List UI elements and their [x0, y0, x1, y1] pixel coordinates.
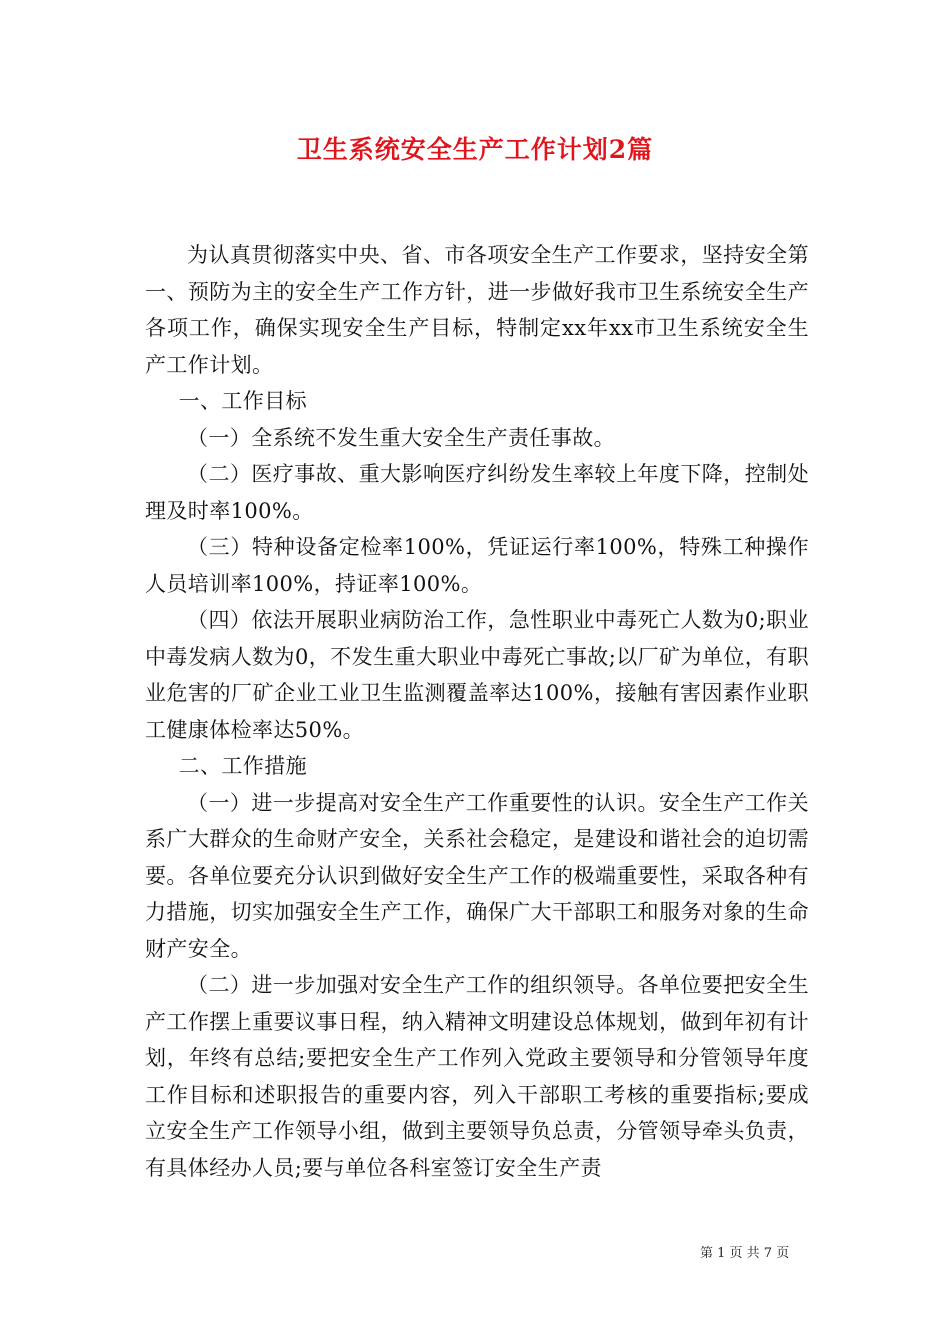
document-title: 卫生系统安全生产工作计划2篇 [296, 135, 654, 164]
goal-item-4: （四）依法开展职业病防治工作，急性职业中毒死亡人数为0;职业中毒发病人数为0，不发生重大职业中毒死亡事故;以厂矿为单位，有职业危害的厂矿企业工业卫生监测覆盖率达100%，接触有害因素作业职工健康体检率达50%。 [145, 608, 809, 742]
section-heading-goals: 一、工作目标 [178, 389, 307, 413]
page-number: 第 1 页 共 7 页 [700, 1246, 790, 1261]
document-body [145, 237, 809, 1186]
goal-item-2: （二）医疗事故、重大影响医疗纠纷发生率较上年度下降，控制处理及时率100%。 [145, 462, 809, 523]
goal-item-1: （一）全系统不发生重大安全生产责任事故。 [187, 425, 615, 450]
measure-item-1: （一）进一步提高对安全生产工作重要性的认识。安全生产工作关系广大群众的生命财产安全，关系社会稳定，是建设和谐社会的迫切需要。各单位要充分认识到做好安全生产工作的极端重要性，采取各种有力措施，切实加强安全生产工作，确保广大干部职工和服务对象的生命财产安全。 [145, 790, 809, 961]
measure-item-2: （二）进一步加强对安全生产工作的组织领导。各单位要把安全生产工作摆上重要议事日程，纳入精神文明建设总体规划，做到年初有计划，年终有总结;要把安全生产工作列入党政主要领导和分管领导年度工作目标和述职报告的重要内容，列入干部职工考核的重要指标;要成立安全生产工作领导小组，做到主要领导负总责，分管领导牵头负责，有具体经办人员;要与单位各科室签订安全生产责 [145, 973, 809, 1180]
goal-item-3: （三）特种设备定检率100%，凭证运行率100%，特殊工种操作人员培训率100%，持证率100%。 [145, 535, 809, 596]
section-heading-measures: 二、工作措施 [178, 754, 307, 778]
intro-paragraph: 为认真贯彻落实中央、省、市各项安全生产工作要求，坚持安全第一、预防为主的安全生产工作方针，进一步做好我市卫生系统安全生产各项工作，确保实现安全生产目标，特制定xx年xx市卫生系统安全生产工作计划。 [145, 243, 809, 377]
